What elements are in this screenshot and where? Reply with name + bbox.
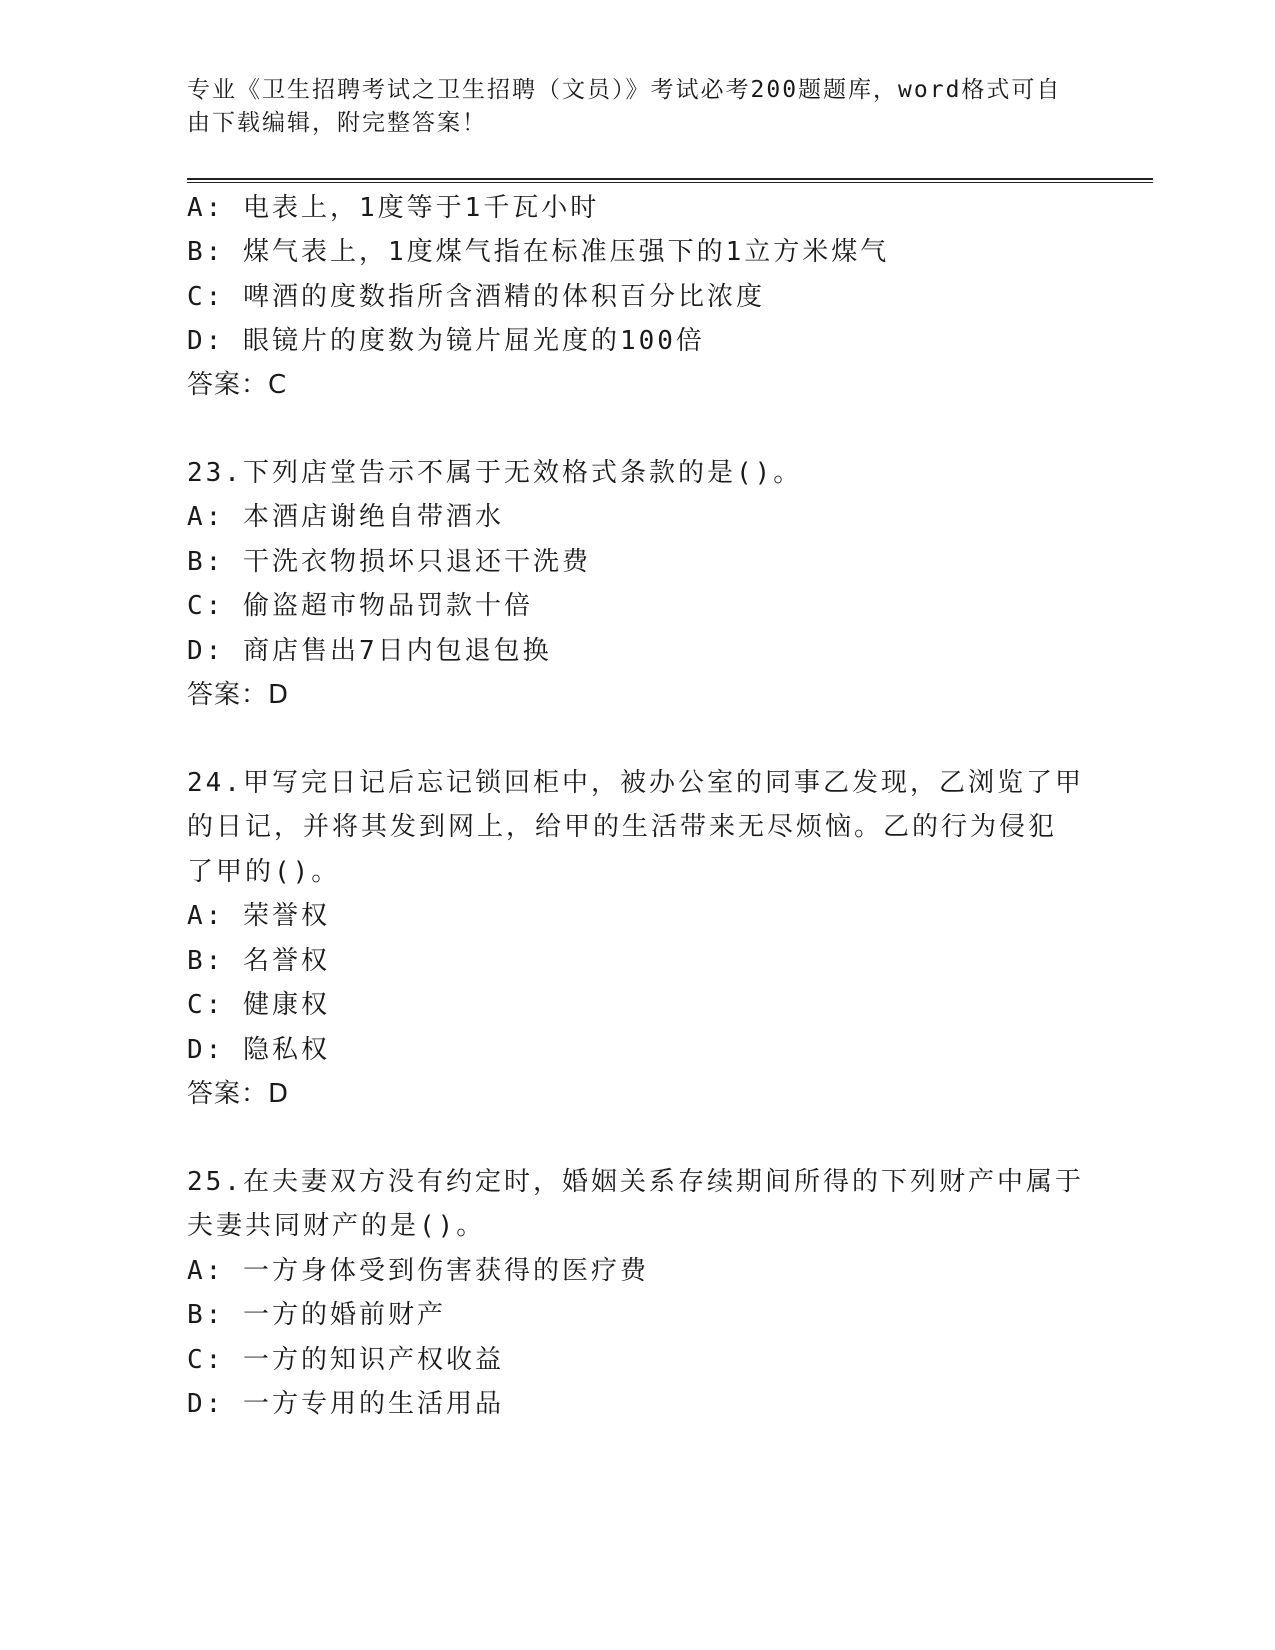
q23-question: 23.下列店堂告示不属于无效格式条款的是()。 (187, 458, 803, 488)
q23-option-c: C: 偷盗超市物品罚款十倍 (187, 591, 533, 621)
q22-option-a: A: 电表上，1度等于1千瓦小时 (187, 193, 600, 223)
q25-option-b: B: 一方的婚前财产 (187, 1300, 446, 1330)
q25-question-line-2: 夫妻共同财产的是()。 (187, 1211, 486, 1241)
q22-answer: 答案：C (187, 370, 288, 400)
q24-question-line-2: 的日记，并将其发到网上，给甲的生活带来无尽烦恼。乙的行为侵犯 (187, 812, 1058, 842)
q24-option-b: B: 名誉权 (187, 946, 330, 976)
q24-option-c: C: 健康权 (187, 990, 330, 1020)
q25-question-line-1: 25.在夫妻双方没有约定时，婚姻关系存续期间所得的下列财产中属于 (187, 1167, 1084, 1197)
q24-option-d: D: 隐私权 (187, 1035, 330, 1065)
q24-option-a: A: 荣誉权 (187, 901, 330, 931)
q22-option-c: C: 啤酒的度数指所含酒精的体积百分比浓度 (187, 282, 765, 312)
q23-option-a: A: 本酒店谢绝自带酒水 (187, 502, 504, 532)
q25-option-c: C: 一方的知识产权收益 (187, 1345, 504, 1375)
q23-option-d: D: 商店售出7日内包退包换 (187, 636, 552, 666)
header-line-1: 专业《卫生招聘考试之卫生招聘（文员）》考试必考200题题库，word格式可自 (187, 77, 1062, 103)
document-header (187, 74, 1087, 140)
q23-option-b: B: 干洗衣物损坏只退还干洗费 (187, 547, 591, 577)
q22-option-b: B: 煤气表上，1度煤气指在标准压强下的1立方米煤气 (187, 237, 890, 267)
q25-option-d: D: 一方专用的生活用品 (187, 1389, 504, 1419)
q24-question-line-1: 24.甲写完日记后忘记锁回柜中，被办公室的同事乙发现，乙浏览了甲 (187, 768, 1084, 798)
q24-question-line-3: 了甲的()。 (187, 857, 341, 887)
q23-answer: 答案：D (187, 680, 290, 710)
q22-option-d: D: 眼镜片的度数为镜片屈光度的100倍 (187, 326, 705, 356)
header-divider (187, 178, 1153, 183)
q24-answer: 答案：D (187, 1079, 290, 1109)
header-line-2: 由下载编辑，附完整答案！ (187, 110, 487, 136)
q25-option-a: A: 一方身体受到伤害获得的医疗费 (187, 1256, 649, 1286)
